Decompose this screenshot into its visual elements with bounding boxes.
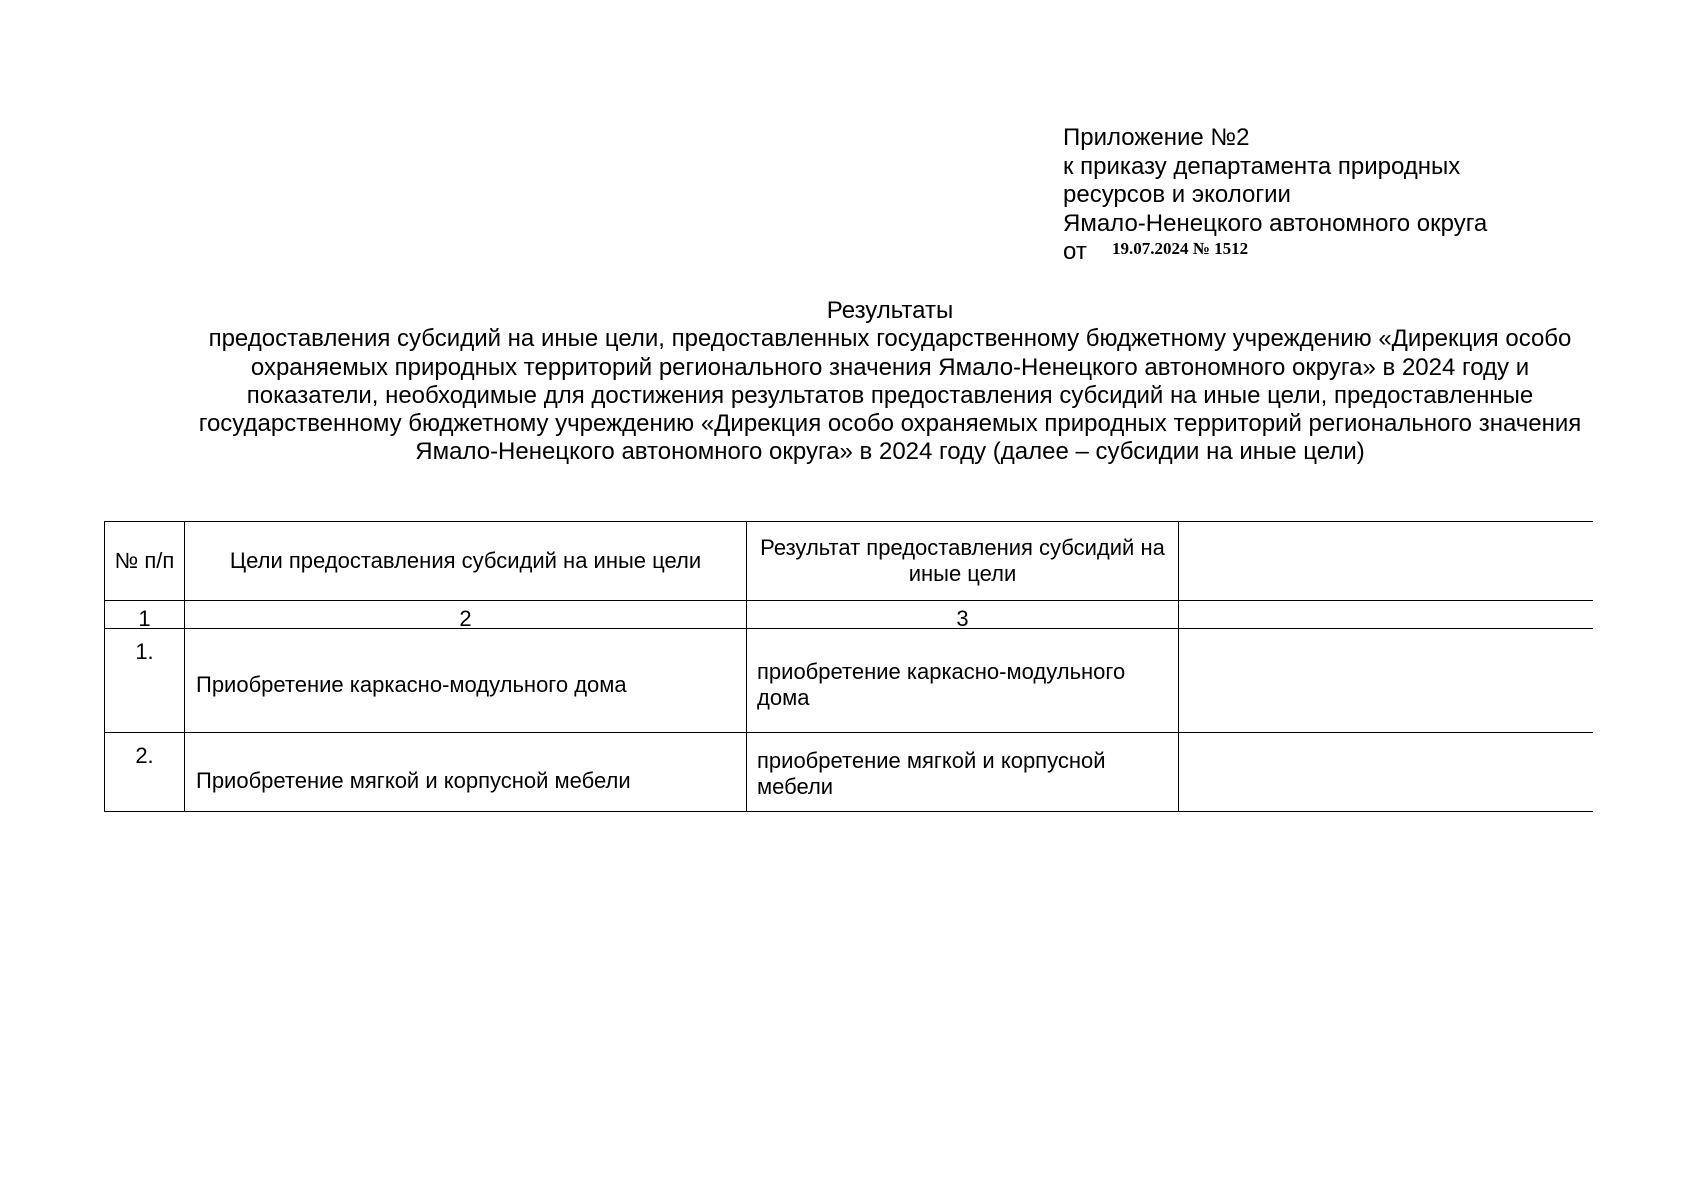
row-result: приобретение мягкой и корпусной мебели [747, 733, 1179, 812]
header-goal: Цели предоставления субсидий на иные цели [185, 522, 747, 601]
row-extra [1179, 629, 1593, 733]
row-number: 1. [105, 629, 185, 733]
index-cell [747, 601, 1179, 629]
attachment-department-line: ресурсов и экологии [1063, 181, 1291, 208]
ot-label: от [1063, 238, 1087, 265]
row-extra [1179, 733, 1593, 812]
table-header-row [105, 522, 1593, 601]
attachment-order-line: к приказу департамента природных [1063, 152, 1461, 180]
attachment-block [1063, 124, 1487, 267]
table-index-row [105, 601, 1593, 629]
index-goal: 2 [459, 606, 472, 631]
index-cell [185, 601, 747, 629]
row-goal: Приобретение каркасно-модульного дома [185, 629, 747, 733]
index-num: 1 [138, 606, 151, 631]
heading-subtitle: предоставления субсидий на иные цели, предоставленных государственному бюджетному учреждению «Дирекция особо охраняемых природных территорий регионального значения Ямало-Ненецкого автономного округа» в 2024 году и показатели, необходимые для достижения результатов предоставления субсидий на иные цели, предоставленные государственному бюджетному учреждению «Дирекция особо охраняемых природных территорий регионального значения Ямало-Ненецкого автономного округа» в 2024 году (далее – субсидии на иные цели) [198, 325, 1582, 466]
table-row [105, 629, 1593, 733]
attachment-region-line: Ямало-Ненецкого автономного округа [1063, 209, 1488, 237]
header-num: № п/п [105, 522, 185, 601]
index-result: 3 [956, 606, 969, 631]
index-cell [105, 601, 185, 629]
table-row [105, 733, 1593, 812]
document-heading [185, 297, 1595, 467]
header-result: Результат предоставления субсидий на иные цели [747, 522, 1179, 601]
row-result: приобретение каркасно-модульного дома [747, 629, 1179, 733]
results-table [104, 521, 1593, 812]
heading-title: Результаты [826, 297, 954, 324]
date-number-stamp: 19.07.2024 № 1512 [1112, 239, 1249, 258]
header-extra [1179, 522, 1593, 601]
row-number: 2. [105, 733, 185, 812]
attachment-date-line [1063, 238, 1487, 267]
index-cell [1179, 601, 1593, 629]
row-goal: Приобретение мягкой и корпусной мебели [185, 733, 747, 812]
attachment-title: Приложение №2 [1063, 124, 1250, 151]
